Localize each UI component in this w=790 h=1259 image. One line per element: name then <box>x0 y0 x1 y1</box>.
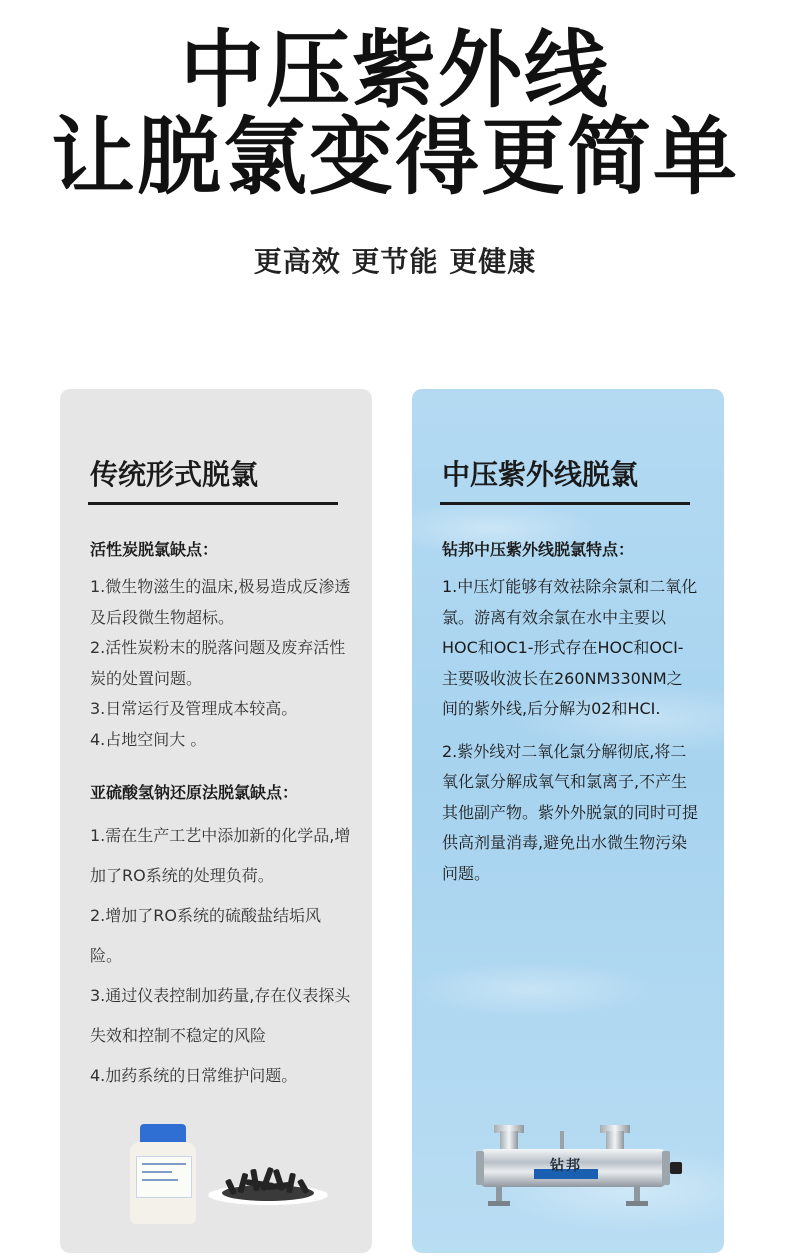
list-item: 2.活性炭粉末的脱落问题及废弃活性炭的处置问题。 <box>90 638 346 688</box>
activated-carbon-drawbacks-list <box>90 572 352 755</box>
product-brand-label: 钻邦 <box>550 1158 582 1174</box>
chemical-bottle-icon <box>130 1124 196 1224</box>
list-item: 3.日常运行及管理成本较高。 <box>90 699 298 718</box>
section-heading-activated-carbon: 活性炭脱氯缺点： <box>90 540 219 559</box>
list-item: 2.增加了RO系统的硫酸盐结垢风险。 <box>90 906 321 965</box>
card-title: 中压紫外线脱氯 <box>442 458 639 491</box>
hero-title-line2: 让脱氯变得更简单 <box>50 108 739 206</box>
list-item: 2.紫外线对二氧化氯分解彻底,将二氧化氯分解成氧气和氯离子,不产生其他副产物。紫外外脱氯的同时可提供高剂量消毒,避免出水微生物污染问题。 <box>442 741 699 883</box>
activated-carbon-icon <box>206 1159 330 1207</box>
hero-subtitle: 更高效 更节能 更健康 <box>253 245 537 278</box>
list-item: 4.加药系统的日常维护问题。 <box>90 1066 298 1085</box>
card-title: 传统形式脱氯 <box>90 458 259 491</box>
traditional-dechlorination-card <box>60 389 372 1253</box>
medium-pressure-uv-card <box>412 389 724 1253</box>
list-item: 1.微生物滋生的温床,极易造成反渗透及后段微生物超标。 <box>90 577 351 627</box>
list-item: 4.占地空间大 。 <box>90 729 207 749</box>
uv-features-list <box>442 572 698 889</box>
section-heading-uv-features: 钻邦中压紫外线脱氯特点： <box>442 540 635 559</box>
list-item: 1.中压灯能够有效祛除余氯和二氧化氯。游离有效余氯在水中主要以HOC和OC1-形式存在HOC和OCI-主要吸收波长在260NM330NM之间的紫外线,后分解为02和HCI. <box>442 577 698 718</box>
title-divider <box>88 502 338 505</box>
sodium-bisulfite-drawbacks-list <box>90 816 352 1096</box>
list-item: 1.需在生产工艺中添加新的化学品,增加了RO系统的处理负荷。 <box>90 826 351 885</box>
title-divider <box>440 502 690 505</box>
section-heading-sodium-bisulfite: 亚硫酸氢钠还原法脱氯缺点： <box>90 783 299 802</box>
hero-title-line1: 中压紫外线 <box>179 21 610 119</box>
list-item: 3.通过仪表控制加药量,存在仪表探头失效和控制不稳定的风险 <box>90 986 351 1045</box>
